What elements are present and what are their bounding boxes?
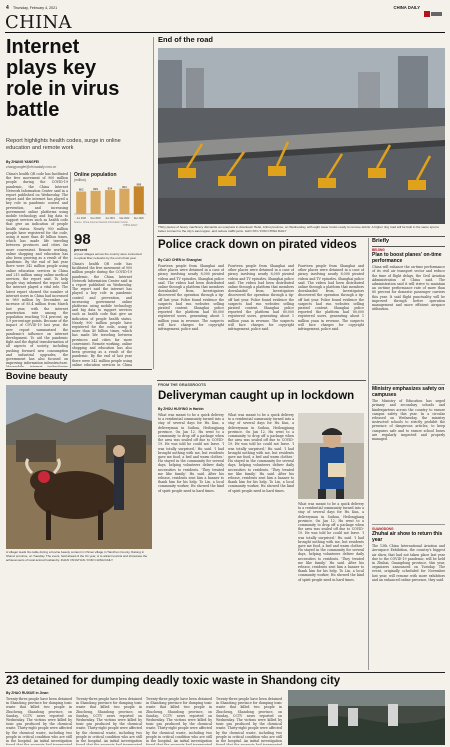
masthead-paper: CHINA DAILY <box>393 5 420 10</box>
grassroots-headline: Deliveryman caught up in lockdown <box>158 390 355 402</box>
dumping-body-col2: Twenty-three people have been detained in Shandong province for dumping toxic waste that killed two people in Zhucheng, Shandong province, on Sunday, CCTV news reported on Wednesday. The victims were killed by toxic gas produced by the chemical waste. Thirty-eight people were affected by the chemical waste, including two people in critical condition who are still in the hospital. An initial investigation <box>76 697 142 744</box>
chart-unit: (million) <box>74 178 86 182</box>
stat-text: of poor villages across the country were connected to optical fiber networks by the end of last year. <box>74 252 142 260</box>
chart-value-label: 802 <box>78 187 84 192</box>
chart-category-label: Dec 2018 <box>90 218 101 220</box>
demolition-title: End of the road <box>158 35 213 44</box>
lead-body-col2: China's health QR code has facilitated the free movement of 900 million people during the COVID-19 pandemic, the China Internet Network Information Center said in a report published on Wednesday. The report said the internet has played a key role in pandemic control and prevention, and increasing government online platforms using mobile technology and big data to support services such as health code that give an indication of people health status. Nearly 900 million people have registered for the code, using it more than 40 billion times, which has made life traveling between provinces and cities far more convenient. Remote working, online shopping and education has also been growing as a result of the pandemic. By the end of last year there were 342 million people using online education services in China <box>72 262 132 367</box>
chart-credit: CHINA DAILY <box>123 224 138 227</box>
dumping-photo <box>288 690 445 745</box>
lead-body-col1: China's health QR code has facilitated the free movement of 900 million people during the COVID-19 pandemic, the China Internet Network Information Center said in a report published on Wednesday. The report said the internet has played a key role in pandemic control and prevention, and increasing government online platforms using mobile technology and big data to support services such as health code that give an indication of people health status. Nearly 900 million people have registered for the code, using it more than 40 billion times, which has made life traveling between provinces and cities far more convenient. Remote working, online shopping and education has also been growing as a result of the pandemic. By the end of last year there were 342 million people using online education services in China and 215 million using online medical services, the report said. To help people stay informed the report said the internet played a vital role. The latest report showed the number of internet users in China had increased to 989 million by December, an increase of 85.4 million from March last year, with the internet penetration rate among the population reaching 70.4 percent, up 5.9 percentage points. Because of the impact of COVID-19 last year, the new report summarized the pandemic's influence on internet development. To aid the pandemic fight and the digital transformation of all aspects of society, including pushing forward new consumption and industrial upgrades, the government has also focused on improving information infrastructure. <box>6 172 68 366</box>
chart-category-label: Dec 2020 <box>133 218 144 220</box>
dumping-byline: By ZHAO RUIXUE in Jinan <box>6 691 49 695</box>
lead-byline: By ZHANG YANGFEI <box>6 160 39 164</box>
chart-bar <box>105 190 115 214</box>
brief-place: GUANGDONG <box>372 527 394 531</box>
chart-bar <box>76 192 86 214</box>
piracy-body-col1: Fourteen people from Shanghai and other places were detained in a case of piracy involving nearly 8,000 pirated videos and TV episodes, Shanghai police said. The videos had been distributed online through a platform that members downloaded from. Investigators discovered the operation through a tip-off last year. Police found evidence the suspects had run websites selling pirated content. Shanghai police reported the platform had 80,000 registered users, generating about 1 million yuan in revenue. The suspects will face charges for copyright infringement, police said. <box>158 264 224 332</box>
stat-number: 98 <box>74 231 91 248</box>
brief-title: Ministry emphasizes safety on campuses <box>372 386 445 398</box>
stat-unit: percent <box>74 248 87 252</box>
demolition-photo <box>158 48 445 224</box>
chart-bar <box>91 191 101 214</box>
piracy-headline: Police crack down on pirated videos <box>158 239 357 251</box>
chart-title: Online population <box>74 172 117 178</box>
chart-category-label: Jun 2018 <box>76 218 86 220</box>
brief-item-2 <box>372 527 445 664</box>
piracy-body-col2: Fourteen people from Shanghai and other places were detained in a case of piracy involving nearly 8,000 pirated videos and TV episodes, Shanghai police said. The videos had been distributed online through a platform that members downloaded from. Investigators discovered the operation through a tip-off last year. Police found evidence the suspects had run websites selling pirated content. Shanghai police reported the platform had 80,000 registered users, generating about 1 million yuan in revenue. The suspects will face charges for copyright infringement, police said. <box>228 264 294 332</box>
grassroots-kicker: FROM THE GRASSROOTS <box>158 383 206 387</box>
chart-category-label: Jun 2019 <box>105 218 115 220</box>
brief-title: Plan to boost planes' on-time performance <box>372 252 442 264</box>
brief-title: Zhuhai air show to return this year <box>372 531 443 543</box>
page-number: 4 <box>6 5 9 11</box>
piracy-byline: By CAO CHEN in Shanghai <box>158 258 202 262</box>
chart-category-label: Mar 2020 <box>119 218 130 220</box>
cow-headline: Bovine beauty <box>6 371 68 381</box>
cow-photo <box>6 385 152 549</box>
lead-email: zhangyangfei@chinadaily.com.cn <box>6 165 57 169</box>
grassroots-body-col1: What was meant to be a quick delivery to a residential community turned into a stay of several days for Hu Kun, a deliveryman in Suihua, Heilongjiang province. On Jan 12, Hu went to a community to drop off a package when the area was sealed off due to COVID-19. He was told he could not leave. 'I was totally surprised,' Hu said. 'I had brought nothing with me, but residents gave me food, a bed and warm clothes.' Hu stayed in the community for several days, helping volunteers deliver daily necessities to residents. 'They treated me like family,' Hu said. After his release, residents sent him a banner to thank him for his help. To Lin, a local community worker, Hu showed the kind of spirit people need in hard times. <box>158 413 224 493</box>
brief-place: BEIJING <box>372 248 385 252</box>
chart-value-label: 904 <box>122 184 127 189</box>
chart-value-label: 829 <box>93 186 98 191</box>
dumping-body-col1: Twenty-three people have been detained in Shandong province for dumping toxic waste that killed two people in Zhucheng, Shandong province, on Sunday, CCTV news reported on Wednesday. The victims were killed by toxic gas produced by the chemical waste. Thirty-eight people were affected by the chemical waste, including two people in critical condition who are still in the hospital. An initial investigation <box>6 697 72 744</box>
chart-source: Source: China Internet Network Information Center <box>74 221 128 224</box>
grassroots-body-col3: What was meant to be a quick delivery to a residential community turned into a stay of several days for Hu Kun, a deliveryman in Suihua, Heilongjiang province. On Jan 12, Hu went to a community to drop off a package when the area was sealed off due to COVID-19. He was told he could not leave. 'I was totally surprised,' Hu said. 'I had brought nothing with me, but residents gave me food, a bed and warm clothes.' Hu stayed in the community for several days, helping volunteers deliver daily necessities to residents. 'They treated me like family,' Hu said. After his release, residents sent him a banner to thank him for his help. To Lin, a local community worker, Hu showed the kind of spirit people need in hard times. <box>298 502 364 582</box>
demolition-caption: Thirty pieces of heavy machinery dismantle an overpass in downtown Hefei, Anhui province, on Wednesday, with eight tower trucks ready to remove debris. A higher ring road will be built in the same spot to better connect to the city's east region, and reduce traffic jams. GAO XIN / FOR CHINA DAILY <box>158 225 440 233</box>
dumping-body-col4: Twenty-three people have been detained in Shandong province for dumping toxic waste that killed two people in Zhucheng, Shandong province, on Sunday, CCTV news reported on Wednesday. The victims were killed by toxic gas produced by the chemical waste. Thirty-eight people were affected by the chemical waste, including two people in critical condition who are still in the hospital. An initial investigation <box>216 697 282 744</box>
dumping-headline: 23 detained for dumping deadly toxic waste in Shandong city <box>6 675 341 687</box>
brief-item-0 <box>372 248 445 375</box>
masthead-logo-icon <box>424 4 442 10</box>
chart-bar <box>134 186 144 214</box>
grassroots-body-col2: What was meant to be a quick delivery to a residential community turned into a stay of several days for Hu Kun, a deliveryman in Suihua, Heilongjiang province. On Jan 12, Hu went to a community to drop off a package when the area was sealed off due to COVID-19. He was told he could not leave. 'I was totally surprised,' Hu said. 'I had brought nothing with me, but residents gave me food, a bed and warm clothes.' Hu stayed in the community for several days, helping volunteers deliver daily necessities to residents. 'They treated me like family,' Hu said. After his release, residents sent him a banner to thank him for his help. To Lin, a local community worker, Hu showed the kind of spirit people need in hard times. <box>228 413 294 493</box>
lead-deck: Report highlights health codes, surge in online education and remote work <box>6 138 121 151</box>
chart-value-label: 989 <box>136 182 142 187</box>
deliveryman-photo <box>298 413 364 499</box>
brief-item-1 <box>372 387 445 519</box>
brief-body: The Ministry of Education has urged primary and secondary schools and kindergartens across the country to ensure campus safety this year. In a circular released on Wednesday, the ministry instructed schools to strictly prohibit the presence of dangerous articles, to keep campuses safe and to ensure school buses are regularly inspected and properly managed. <box>372 399 445 442</box>
lead-headline: Internet plays key role in virus battle <box>6 36 120 121</box>
piracy-body-col3: Fourteen people from Shanghai and other places were detained in a case of piracy involving nearly 8,000 pirated videos and TV episodes, Shanghai police said. The videos had been distributed online through a platform that members downloaded from. Investigators discovered the operation through a tip-off last year. Police found evidence the suspects had run websites selling pirated content. Shanghai police reported the platform had 80,000 registered users, generating about 1 million yuan in revenue. The suspects will face charges for copyright infringement, police said. <box>298 264 364 332</box>
chart-value-label: 854 <box>107 186 113 191</box>
brief-body: The 13th China International Aviation and Aerospace Exhibition, the country's biggest air show, that had not taken place last year due to the COVID-19 pandemic, will be held in Zhuhai, Guangdong province, this year, organizers announced on Tuesday. The event, originally scheduled for November last year, will resume with more exhibitors and an enhanced online presence, they said. <box>372 544 445 582</box>
grassroots-byline: By ZHOU HUIYING in Harbin <box>158 407 204 411</box>
brief-body: China will enhance the on-time performance of its civil air transport sector and reduce the time of flight delays, the Civil Aviation Administration of China said. The administration said it will strive to maintain an on-time performance rate of more than 80 percent for domestic passenger carriers this year. It said flight punctuality will be improved through better operation management and more efficient airspace utilization. <box>372 265 445 312</box>
chart-bar <box>119 189 129 214</box>
section-title: CHINA <box>5 12 72 33</box>
cow-caption: A villager leads his cattle during a bovine beauty contest in Chimei village in Tianzhen County, Datong in Shanxi province, on Tuesday. The event, held ahead of the Ox year, is to attract tourists and showcase the achievements of local animal husbandry. ZHAN YANGTIAN / FOR CHINA DAILY <box>6 550 148 562</box>
online-population-chart <box>74 182 146 220</box>
dumping-body-col3: Twenty-three people have been detained in Shandong province for dumping toxic waste that killed two people in Zhucheng, Shandong province, on Sunday, CCTV news reported on Wednesday. The victims were killed by toxic gas produced by the chemical waste. Thirty-eight people were affected by the chemical waste, including two people in critical condition who are still in the hospital. An initial investigation <box>146 697 212 744</box>
briefly-header: Briefly <box>372 238 390 244</box>
page-date: Thursday, February 4, 2021 <box>13 5 58 10</box>
